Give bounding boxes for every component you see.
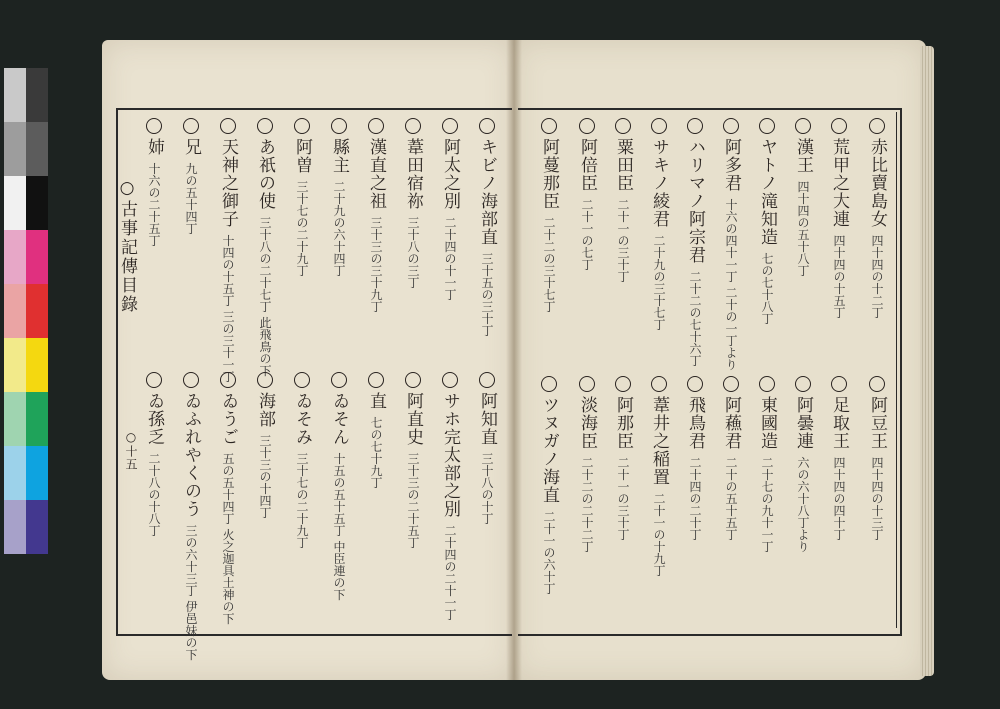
entry: 東國造 二十七の九十一丁 bbox=[758, 376, 776, 552]
circle-mark bbox=[869, 376, 885, 392]
entry: 兄 九の五十四丁 bbox=[182, 118, 200, 234]
entry: 葦田宿祢 三十八の三丁 bbox=[404, 118, 422, 288]
circle-mark bbox=[723, 376, 739, 392]
circle-mark bbox=[831, 118, 847, 134]
circle-mark bbox=[831, 376, 847, 392]
circle-mark bbox=[869, 118, 885, 134]
circle-mark bbox=[294, 372, 310, 388]
circle-mark bbox=[579, 376, 595, 392]
circle-mark bbox=[615, 376, 631, 392]
circle-mark bbox=[257, 372, 273, 388]
entry: 足取王 四十四の四十丁 bbox=[830, 376, 848, 540]
circle-mark bbox=[723, 118, 739, 134]
circle-mark bbox=[759, 376, 775, 392]
circle-mark bbox=[479, 372, 495, 388]
circle-mark bbox=[331, 372, 347, 388]
entry: 阿蔓那臣 二十二の三十七丁 bbox=[540, 118, 558, 312]
entry: 阿直史 三十三の二十五丁 bbox=[404, 372, 422, 548]
circle-mark bbox=[579, 118, 595, 134]
entry: 赤比賣島女 四十四の十二丁 bbox=[868, 118, 886, 318]
entry: 姉 十六の二十五丁 bbox=[145, 118, 163, 246]
book-title: ○古事記傳目錄 bbox=[117, 178, 137, 314]
entry: キビノ海部直 三十五の三十丁 bbox=[478, 118, 496, 336]
entry: 荒甲之大連 四十四の十五丁 bbox=[830, 118, 848, 318]
circle-mark bbox=[405, 118, 421, 134]
entry: ハリマノ阿宗君 二十二の七十六丁 bbox=[686, 118, 704, 366]
color-calibration-strip bbox=[4, 68, 48, 558]
page-number: ○十五 bbox=[124, 430, 138, 471]
entry: ヤトノ滝知造 七の七十八丁 bbox=[758, 118, 776, 324]
entry: 飛鳥君 二十四の二十丁 bbox=[686, 376, 704, 540]
right-frame-inner-line bbox=[896, 112, 901, 628]
circle-mark bbox=[795, 118, 811, 134]
entry: 縣主 二十九の六十四丁 bbox=[330, 118, 348, 276]
circle-mark bbox=[651, 376, 667, 392]
circle-mark bbox=[442, 118, 458, 134]
circle-mark bbox=[146, 118, 162, 134]
entry: サキノ綾君 二十九の三十七丁 bbox=[650, 118, 668, 330]
entry: 阿太之別 二十四の十一丁 bbox=[441, 118, 459, 300]
circle-mark bbox=[541, 118, 557, 134]
entry: 阿蘓君 二十の五十五丁 bbox=[722, 376, 740, 540]
circle-mark bbox=[331, 118, 347, 134]
entry: ゐそん 十五の五十五丁 中臣連の下 bbox=[330, 372, 348, 600]
circle-mark bbox=[220, 118, 236, 134]
circle-mark bbox=[651, 118, 667, 134]
entry: 阿知直 三十八の十丁 bbox=[478, 372, 496, 524]
circle-mark bbox=[687, 376, 703, 392]
circle-mark bbox=[183, 118, 199, 134]
circle-mark bbox=[368, 118, 384, 134]
circle-mark bbox=[257, 118, 273, 134]
entry: 粟田臣 二十一の三十丁 bbox=[614, 118, 632, 282]
entry: サホ完太部之別 二十四の二十一丁 bbox=[441, 372, 459, 620]
entry: 漢直之祖 三十三の三十九丁 bbox=[367, 118, 385, 312]
circle-mark bbox=[479, 118, 495, 134]
circle-mark bbox=[220, 372, 236, 388]
entry: 海部 三十三の十四丁 bbox=[256, 372, 274, 518]
entry: あ祇の使 三十八の二十七丁 此飛鳥の下 bbox=[256, 118, 274, 376]
circle-mark bbox=[759, 118, 775, 134]
circle-mark bbox=[687, 118, 703, 134]
entry: 漢王 四十四の五十八丁 bbox=[794, 118, 812, 276]
entry: 阿多君 十六の四十一丁 二十の一丁より bbox=[722, 118, 740, 370]
circle-mark bbox=[405, 372, 421, 388]
circle-mark bbox=[294, 118, 310, 134]
entry: 淡海臣 二十二の二十二丁 bbox=[578, 376, 596, 552]
circle-mark bbox=[146, 372, 162, 388]
entry: ゐうご 五の五十四丁 火之迦具土神の下 bbox=[219, 372, 237, 624]
entry: 天神之御子 十四の十五丁 三の三十一丁 bbox=[219, 118, 237, 382]
entry: 直 七の七十九丁 bbox=[367, 372, 385, 488]
circle-mark bbox=[183, 372, 199, 388]
circle-mark bbox=[442, 372, 458, 388]
circle-mark bbox=[541, 376, 557, 392]
entry: 阿曇連 六の六十八丁より bbox=[794, 376, 812, 552]
entry: ゐそみ 三十七の二十九丁 bbox=[293, 372, 311, 548]
entry: 阿豆王 四十四の十三丁 bbox=[868, 376, 886, 540]
circle-mark bbox=[368, 372, 384, 388]
circle-mark bbox=[795, 376, 811, 392]
entry: 阿曽 三十七の二十九丁 bbox=[293, 118, 311, 276]
circle-mark bbox=[615, 118, 631, 134]
entry: 葦井之稲置 二十一の十九丁 bbox=[650, 376, 668, 576]
entry: ツヌガノ海直 二十一の六十丁 bbox=[540, 376, 558, 594]
entry: 阿倍臣 二十一の七丁 bbox=[578, 118, 596, 270]
entry: ゐふれやくのう 三の六十三丁 伊邑妹の下 bbox=[182, 372, 200, 660]
page-edges bbox=[920, 46, 934, 676]
entry: 阿那臣 二十一の三十丁 bbox=[614, 376, 632, 540]
entry: ゐ孫乏 二十八の十八丁 bbox=[145, 372, 163, 536]
